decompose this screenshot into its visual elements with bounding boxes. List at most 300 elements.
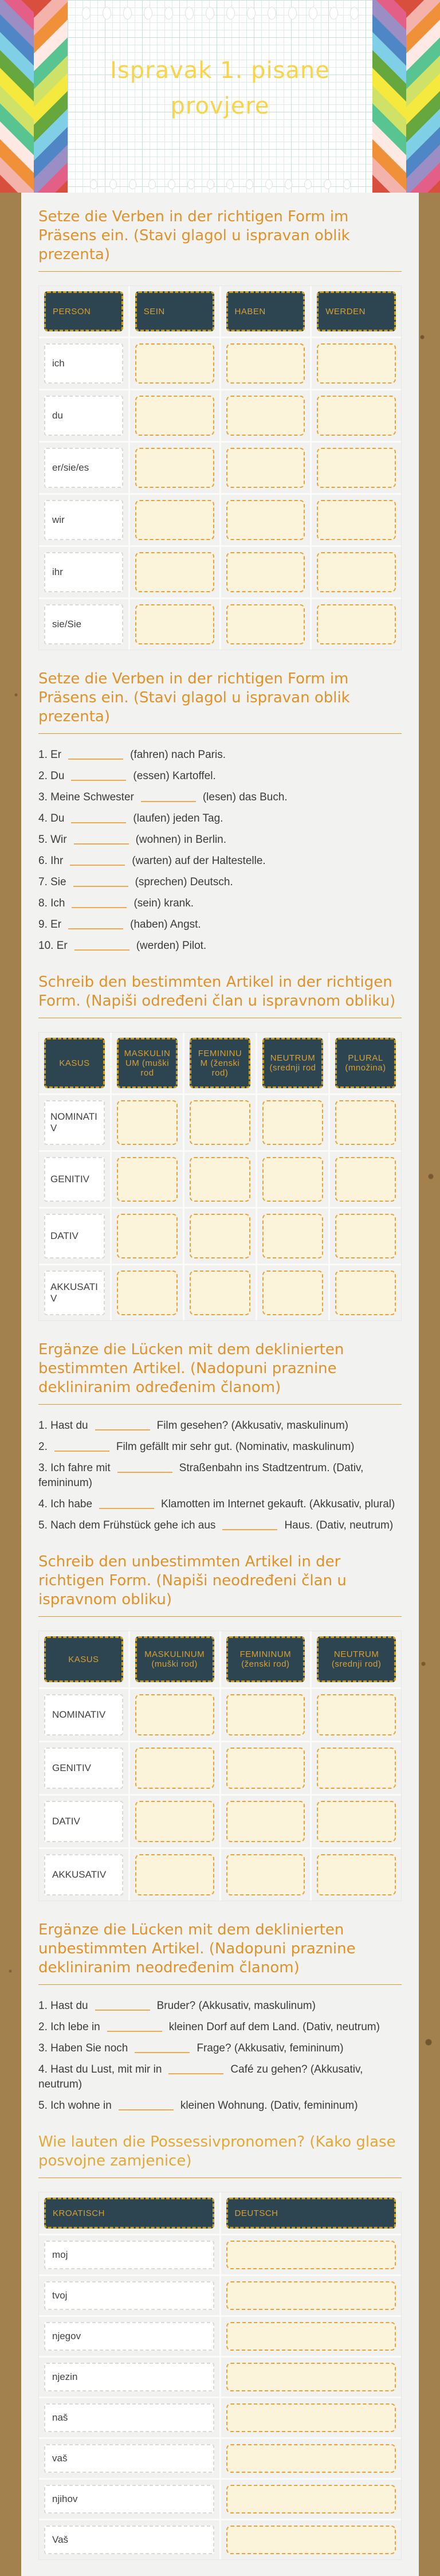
item-post-text: (fahren) nach Paris. bbox=[130, 749, 226, 761]
answer-cell[interactable] bbox=[317, 448, 396, 488]
answer-cell[interactable] bbox=[335, 1100, 396, 1145]
answer-cell[interactable] bbox=[117, 1214, 178, 1258]
answer-cell[interactable] bbox=[226, 2444, 396, 2473]
answer-blank[interactable] bbox=[71, 813, 126, 823]
chevron-pattern-right bbox=[372, 0, 440, 193]
table-header-cell bbox=[312, 286, 401, 337]
croatian-pronoun-label: njegov bbox=[44, 2322, 214, 2351]
binder-hole-icon bbox=[246, 179, 253, 189]
answer-cell[interactable] bbox=[135, 604, 214, 644]
table-row-label-cell bbox=[39, 1689, 128, 1741]
exercise-heading: Schreib den bestimmten Artikel in der richtigen Form. (Napiši određeni član u ispravnom obliku) bbox=[38, 974, 396, 1010]
item-pre-text: 7. Sie bbox=[38, 876, 66, 888]
item-post-text: kleinen Dorf auf dem Land. (Dativ, neutrum) bbox=[168, 2021, 380, 2033]
person-label: ich bbox=[44, 343, 123, 384]
table-answer-cell bbox=[312, 1742, 401, 1794]
table-row-label-cell bbox=[39, 2235, 219, 2274]
table-answer-cell bbox=[184, 1265, 256, 1320]
table-row-label-cell bbox=[39, 443, 128, 493]
fill-item bbox=[38, 2041, 402, 2056]
binder-hole-icon bbox=[247, 7, 256, 19]
table-answer-cell bbox=[257, 1152, 328, 1207]
indefinite-article-table bbox=[38, 1631, 402, 1901]
table-header-cell bbox=[130, 1631, 219, 1687]
answer-blank[interactable] bbox=[117, 1463, 172, 1473]
table-answer-cell bbox=[221, 1849, 311, 1901]
table-answer-cell bbox=[221, 2520, 402, 2559]
table-header-cell bbox=[330, 1033, 401, 1093]
answer-cell[interactable] bbox=[317, 552, 396, 592]
fill-item bbox=[38, 790, 402, 805]
table-answer-cell bbox=[221, 1689, 311, 1741]
table-row-label-cell bbox=[39, 547, 128, 597]
table-answer-cell bbox=[257, 1265, 328, 1320]
item-pre-text: 5. Ich wohne in bbox=[38, 2100, 112, 2112]
item-post-text: Frage? (Akkusativ, femininum) bbox=[197, 2042, 344, 2054]
table-answer-cell bbox=[312, 1796, 401, 1847]
answer-cell[interactable] bbox=[226, 1801, 305, 1842]
column-header: PLURAL (množina) bbox=[335, 1038, 396, 1088]
binder-hole-icon bbox=[164, 7, 173, 19]
fill-item bbox=[38, 1440, 402, 1455]
table-answer-cell bbox=[221, 390, 311, 441]
answer-blank[interactable] bbox=[119, 2100, 174, 2110]
answer-cell[interactable] bbox=[262, 1271, 323, 1315]
table-answer-cell bbox=[330, 1265, 401, 1320]
case-label: GENITIV bbox=[44, 1748, 123, 1789]
item-post-text: kleinen Wohnung. (Dativ, femininum) bbox=[180, 2100, 358, 2112]
item-pre-text: 2. Du bbox=[38, 770, 65, 782]
exercise-4-section bbox=[38, 1340, 402, 1533]
table-answer-cell bbox=[130, 443, 219, 493]
binder-hole-icon bbox=[285, 179, 292, 189]
table-answer-cell bbox=[312, 599, 401, 650]
exercise-3-section bbox=[38, 973, 402, 1321]
item-post-text: (wohnen) in Berlin. bbox=[135, 834, 227, 846]
table-row-label-cell bbox=[39, 2520, 219, 2559]
table-answer-cell bbox=[221, 1796, 311, 1847]
item-post-text: (sein) krank. bbox=[133, 897, 194, 909]
answer-blank[interactable] bbox=[68, 919, 123, 929]
table-answer-cell bbox=[130, 547, 219, 597]
binder-hole-icon bbox=[109, 179, 117, 189]
croatian-pronoun-label: njihov bbox=[44, 2485, 214, 2514]
table-row-label-cell bbox=[39, 1265, 110, 1320]
item-post-text: (warten) auf der Haltestelle. bbox=[132, 855, 266, 867]
column-header: HABEN bbox=[226, 291, 305, 331]
chevron-stripes-icon bbox=[0, 0, 34, 193]
fill-item bbox=[38, 832, 402, 847]
item-pre-text: 2. Ich lebe in bbox=[38, 2021, 100, 2033]
table-header-cell bbox=[39, 1033, 110, 1093]
table-row-label-cell bbox=[39, 2480, 219, 2519]
case-label: DATIV bbox=[44, 1801, 123, 1842]
answer-cell[interactable] bbox=[226, 2363, 396, 2391]
fill-item bbox=[38, 748, 402, 763]
exercise-5-section bbox=[38, 1553, 402, 1901]
answer-cell[interactable] bbox=[317, 1694, 396, 1735]
table-header-cell bbox=[221, 286, 311, 337]
binder-hole-icon bbox=[329, 7, 338, 19]
item-post-text: (laufen) jeden Tag. bbox=[133, 812, 223, 824]
table-answer-cell bbox=[221, 599, 311, 650]
binder-hole-icon bbox=[148, 179, 156, 189]
table-answer-cell bbox=[221, 1742, 311, 1794]
answer-cell[interactable] bbox=[190, 1271, 250, 1315]
binder-hole-icon bbox=[226, 7, 235, 19]
answer-cell[interactable] bbox=[135, 396, 214, 436]
answer-blank[interactable] bbox=[68, 749, 123, 760]
answer-blank[interactable] bbox=[135, 2043, 190, 2053]
item-pre-text: 4. Du bbox=[38, 812, 65, 824]
croatian-pronoun-label: moj bbox=[44, 2241, 214, 2269]
table-row-label-cell bbox=[39, 1796, 128, 1847]
answer-cell[interactable] bbox=[226, 2526, 396, 2554]
item-pre-text: 8. Ich bbox=[38, 897, 65, 909]
table-answer-cell bbox=[312, 495, 401, 545]
item-post-text: (haben) Angst. bbox=[130, 918, 201, 931]
answer-cell[interactable] bbox=[226, 1694, 305, 1735]
answer-blank[interactable] bbox=[95, 1420, 150, 1430]
binder-hole-icon bbox=[82, 7, 91, 19]
fill-item bbox=[38, 1461, 402, 1491]
table-answer-cell bbox=[221, 2235, 402, 2274]
answer-cell[interactable] bbox=[190, 1214, 250, 1258]
table-answer-cell bbox=[112, 1095, 183, 1150]
table-row-label-cell bbox=[39, 1152, 110, 1207]
answer-cell[interactable] bbox=[317, 500, 396, 540]
table-answer-cell bbox=[257, 1209, 328, 1264]
table-header-cell bbox=[130, 286, 219, 337]
answer-cell[interactable] bbox=[135, 1801, 214, 1842]
exercise-1-section bbox=[38, 208, 402, 650]
column-header: FEMININUM (ženski rod) bbox=[226, 1636, 305, 1682]
verb-conjugation-table bbox=[38, 286, 402, 650]
table-answer-cell bbox=[312, 443, 401, 493]
table-answer-cell bbox=[330, 1152, 401, 1207]
worksheet-banner bbox=[0, 0, 440, 193]
answer-cell[interactable] bbox=[317, 343, 396, 384]
table-row-label-cell bbox=[39, 1742, 128, 1794]
answer-cell[interactable] bbox=[262, 1157, 323, 1202]
answer-blank[interactable] bbox=[70, 855, 125, 866]
croatian-pronoun-label: njezin bbox=[44, 2363, 214, 2391]
binder-hole-icon bbox=[123, 7, 132, 19]
table-answer-cell bbox=[221, 2480, 402, 2519]
answer-cell[interactable] bbox=[135, 1854, 214, 1895]
worksheet-title: Ispravak 1. pisane provjere bbox=[110, 57, 330, 119]
fill-item bbox=[38, 1518, 402, 1533]
answer-blank[interactable] bbox=[141, 792, 196, 802]
table-row-label-cell bbox=[39, 2276, 219, 2315]
case-label: AKKUSATIV bbox=[44, 1854, 123, 1895]
answer-cell[interactable] bbox=[117, 1100, 178, 1145]
binder-hole-icon bbox=[265, 179, 273, 189]
answer-blank[interactable] bbox=[107, 2022, 162, 2032]
item-pre-text: 2. bbox=[38, 1441, 48, 1453]
answer-cell[interactable] bbox=[226, 343, 305, 384]
answer-cell[interactable] bbox=[226, 1854, 305, 1895]
answer-cell[interactable] bbox=[335, 1271, 396, 1315]
answer-cell[interactable] bbox=[335, 1157, 396, 1202]
table-answer-cell bbox=[112, 1152, 183, 1207]
table-header-cell bbox=[184, 1033, 256, 1093]
answer-cell[interactable] bbox=[135, 1694, 214, 1735]
exercise-heading: Schreib den unbestimmten Artikel in der richtigen Form. (Napiši neodređeni član u ispravnom obliku) bbox=[38, 1553, 347, 1608]
answer-cell[interactable] bbox=[317, 1854, 396, 1895]
croatian-pronoun-label: Vaš bbox=[44, 2526, 214, 2554]
column-header: NEUTRUM (srednji rod) bbox=[317, 1636, 396, 1682]
answer-cell[interactable] bbox=[226, 604, 305, 644]
answer-cell[interactable] bbox=[317, 1748, 396, 1789]
binder-hole-icon bbox=[187, 179, 195, 189]
exercise-2-section bbox=[38, 670, 402, 953]
binder-hole-icon bbox=[268, 7, 276, 19]
answer-cell[interactable] bbox=[226, 2281, 396, 2310]
binder-hole-icon bbox=[207, 179, 214, 189]
column-header: WERDEN bbox=[317, 291, 396, 331]
croatian-pronoun-label: tvoj bbox=[44, 2281, 214, 2310]
column-header: SEIN bbox=[135, 291, 214, 331]
table-answer-cell bbox=[221, 2358, 402, 2397]
table-header-cell bbox=[112, 1033, 183, 1093]
fill-item bbox=[38, 2020, 402, 2035]
table-answer-cell bbox=[130, 1849, 219, 1901]
item-pre-text: 1. Hast du bbox=[38, 1420, 88, 1432]
column-header: DEUTSCH bbox=[226, 2198, 396, 2229]
binder-hole-icon bbox=[168, 179, 175, 189]
table-answer-cell bbox=[312, 338, 401, 389]
binder-hole-icon bbox=[350, 7, 359, 19]
worksheet-card bbox=[21, 193, 419, 2576]
chevron-stripes-icon bbox=[34, 0, 68, 193]
exercise-heading: Ergänze die Lücken mit dem deklinierten unbestimmten Artikel. (Nadopuni praznine dekliniranim neodređenim članom) bbox=[38, 1921, 356, 1976]
item-pre-text: 9. Er bbox=[38, 918, 62, 931]
fill-item bbox=[38, 917, 402, 932]
item-post-text: (werden) Pilot. bbox=[136, 940, 207, 952]
exercise-heading: Ergänze die Lücken mit dem deklinierten bestimmten Artikel. (Nadopuni praznine dekliniranim određenim članom) bbox=[38, 1341, 344, 1396]
table-answer-cell bbox=[130, 1689, 219, 1741]
table-answer-cell bbox=[330, 1095, 401, 1150]
table-answer-cell bbox=[130, 1796, 219, 1847]
table-answer-cell bbox=[221, 443, 311, 493]
answer-cell[interactable] bbox=[135, 448, 214, 488]
answer-cell[interactable] bbox=[317, 1801, 396, 1842]
table-row-label-cell bbox=[39, 2317, 219, 2356]
fill-item bbox=[38, 1999, 402, 2014]
binder-hole-icon bbox=[90, 179, 97, 189]
table-answer-cell bbox=[221, 2317, 402, 2356]
table-answer-cell bbox=[184, 1209, 256, 1264]
table-row-label-cell bbox=[39, 599, 128, 650]
column-header: KASUS bbox=[44, 1636, 123, 1682]
fill-item bbox=[38, 875, 402, 890]
column-header: KROATISCH bbox=[44, 2198, 214, 2229]
person-label: du bbox=[44, 396, 123, 436]
table-answer-cell bbox=[330, 1209, 401, 1264]
exercise-heading: Setze die Verben in der richtigen Form im Präsens ein. (Stavi glagol u ispravan oblik prezenta) bbox=[38, 208, 350, 263]
answer-cell[interactable] bbox=[135, 500, 214, 540]
answer-cell[interactable] bbox=[135, 552, 214, 592]
answer-blank[interactable] bbox=[95, 2000, 150, 2011]
answer-cell[interactable] bbox=[226, 2485, 396, 2514]
answer-cell[interactable] bbox=[317, 604, 396, 644]
table-answer-cell bbox=[130, 599, 219, 650]
answer-blank[interactable] bbox=[54, 1441, 109, 1452]
case-label: AKKUSATIV bbox=[44, 1271, 105, 1315]
table-answer-cell bbox=[221, 2276, 402, 2315]
binder-holes-bottom bbox=[68, 179, 372, 189]
answer-cell[interactable] bbox=[335, 1214, 396, 1258]
answer-cell[interactable] bbox=[226, 2322, 396, 2351]
item-pre-text: 6. Ihr bbox=[38, 855, 64, 867]
person-label: sie/Sie bbox=[44, 604, 123, 644]
answer-cell[interactable] bbox=[190, 1100, 250, 1145]
table-answer-cell bbox=[221, 2439, 402, 2478]
person-label: er/sie/es bbox=[44, 448, 123, 488]
chevron-pattern-left bbox=[0, 0, 68, 193]
fill-item bbox=[38, 1497, 402, 1512]
fill-item bbox=[38, 939, 402, 953]
item-post-text: Bruder? (Akkusativ, maskulinum) bbox=[156, 2000, 316, 2012]
table-row-label-cell bbox=[39, 2398, 219, 2437]
chevron-stripes-icon bbox=[406, 0, 440, 193]
binder-hole-icon bbox=[288, 7, 297, 19]
heading-divider bbox=[38, 1616, 402, 1617]
answer-cell[interactable] bbox=[262, 1214, 323, 1258]
table-answer-cell bbox=[312, 1849, 401, 1901]
item-pre-text: 4. Ich habe bbox=[38, 1498, 93, 1510]
answer-cell[interactable] bbox=[135, 1748, 214, 1789]
table-answer-cell bbox=[221, 338, 311, 389]
item-pre-text: 5. Nach dem Frühstück gehe ich aus bbox=[38, 1519, 216, 1531]
answer-blank[interactable] bbox=[222, 1520, 277, 1530]
definite-article-table bbox=[38, 1032, 402, 1321]
binder-hole-icon bbox=[226, 179, 234, 189]
answer-cell[interactable] bbox=[226, 1748, 305, 1789]
binder-hole-icon bbox=[206, 7, 214, 19]
item-pre-text: 3. Meine Schwester bbox=[38, 791, 134, 803]
exercise-heading: Setze die Verben in der richtigen Form im Präsens ein. (Stavi glagol u ispravan oblik prezenta) bbox=[38, 670, 350, 725]
column-header: FEMININUM (ženski rod) bbox=[190, 1038, 250, 1088]
table-answer-cell bbox=[130, 495, 219, 545]
answer-cell[interactable] bbox=[317, 396, 396, 436]
item-post-text: Straßenbahn ins Stadtzentrum. (Dativ, femininum) bbox=[38, 1462, 364, 1489]
binder-hole-icon bbox=[304, 179, 312, 189]
binder-hole-icon bbox=[324, 179, 331, 189]
exercise-7-section bbox=[38, 2133, 402, 2560]
fill-item bbox=[38, 811, 402, 826]
answer-cell[interactable] bbox=[226, 396, 305, 436]
heading-divider bbox=[38, 733, 402, 734]
heading-divider bbox=[38, 271, 402, 272]
table-row-label-cell bbox=[39, 2358, 219, 2397]
item-post-text: Klamotten im Internet gekauft. (Akkusativ, plural) bbox=[161, 1498, 395, 1510]
item-post-text: (sprechen) Deutsch. bbox=[135, 876, 233, 888]
exercise-heading: Wie lauten die Possessivpronomen? (Kako glase posvojne zamjenice) bbox=[38, 2133, 396, 2170]
fill-item bbox=[38, 854, 402, 869]
table-header-cell bbox=[257, 1033, 328, 1093]
table-header-cell bbox=[39, 2192, 219, 2234]
answer-blank[interactable] bbox=[74, 940, 129, 951]
table-answer-cell bbox=[221, 495, 311, 545]
croatian-pronoun-label: naš bbox=[44, 2403, 214, 2432]
answer-cell[interactable] bbox=[190, 1157, 250, 1202]
item-pre-text: 1. Er bbox=[38, 749, 62, 761]
table-header-cell bbox=[39, 286, 128, 337]
table-row-label-cell bbox=[39, 495, 128, 545]
column-header: NEUTRUM (srednji rod bbox=[262, 1038, 323, 1088]
answer-cell[interactable] bbox=[226, 500, 305, 540]
item-pre-text: 5. Wir bbox=[38, 834, 67, 846]
table-row-label-cell bbox=[39, 1849, 128, 1901]
table-header-cell bbox=[221, 1631, 311, 1687]
item-pre-text: 1. Hast du bbox=[38, 2000, 88, 2012]
answer-blank[interactable] bbox=[72, 898, 127, 908]
case-label: GENITIV bbox=[44, 1157, 105, 1202]
answer-blank[interactable] bbox=[99, 1499, 154, 1509]
answer-cell[interactable] bbox=[135, 343, 214, 384]
table-answer-cell bbox=[184, 1152, 256, 1207]
table-answer-cell bbox=[112, 1265, 183, 1320]
binder-hole-icon bbox=[309, 7, 317, 19]
answer-cell[interactable] bbox=[226, 2403, 396, 2432]
answer-blank[interactable] bbox=[74, 834, 129, 845]
item-post-text: (lesen) das Buch. bbox=[202, 791, 288, 803]
fill-item bbox=[38, 896, 402, 911]
column-header: MASKULINUM (muški rod) bbox=[135, 1636, 214, 1682]
case-label: NOMINATIV bbox=[44, 1694, 123, 1735]
case-label: DATIV bbox=[44, 1214, 105, 1258]
fill-item bbox=[38, 2062, 402, 2092]
table-answer-cell bbox=[130, 1742, 219, 1794]
item-pre-text: 10. Er bbox=[38, 940, 68, 952]
table-answer-cell bbox=[130, 390, 219, 441]
binder-hole-icon bbox=[129, 179, 136, 189]
table-answer-cell bbox=[312, 390, 401, 441]
chevron-stripes-icon bbox=[372, 0, 406, 193]
fill-item bbox=[38, 1418, 402, 1433]
table-header-cell bbox=[221, 2192, 402, 2234]
table-answer-cell bbox=[221, 547, 311, 597]
table-answer-cell bbox=[221, 2398, 402, 2437]
item-post-text: Film gesehen? (Akkusativ, maskulinum) bbox=[156, 1420, 348, 1432]
item-pre-text: 4. Hast du Lust, mit mir in bbox=[38, 2063, 162, 2075]
exercise-6-section bbox=[38, 1921, 402, 2113]
table-answer-cell bbox=[130, 338, 219, 389]
case-label: NOMINATIV bbox=[44, 1100, 105, 1145]
answer-cell[interactable] bbox=[226, 2241, 396, 2269]
answer-cell[interactable] bbox=[226, 552, 305, 592]
item-post-text: (essen) Kartoffel. bbox=[133, 770, 216, 782]
item-post-text: Haus. (Dativ, neutrum) bbox=[284, 1519, 394, 1531]
binder-holes-top bbox=[68, 7, 372, 19]
answer-cell[interactable] bbox=[117, 1271, 178, 1315]
fill-item bbox=[38, 2098, 402, 2113]
table-row-label-cell bbox=[39, 2439, 219, 2478]
table-row-label-cell bbox=[39, 338, 128, 389]
answer-blank[interactable] bbox=[73, 877, 128, 887]
answer-blank[interactable] bbox=[168, 2064, 223, 2074]
answer-cell[interactable] bbox=[262, 1100, 323, 1145]
answer-cell[interactable] bbox=[117, 1157, 178, 1202]
table-row-label-cell bbox=[39, 390, 128, 441]
table-row-label-cell bbox=[39, 1095, 110, 1150]
item-post-text: Café zu gehen? (Akkusativ, neutrum) bbox=[38, 2063, 363, 2090]
answer-cell[interactable] bbox=[226, 448, 305, 488]
item-pre-text: 3. Haben Sie noch bbox=[38, 2042, 128, 2054]
answer-blank[interactable] bbox=[71, 771, 126, 781]
